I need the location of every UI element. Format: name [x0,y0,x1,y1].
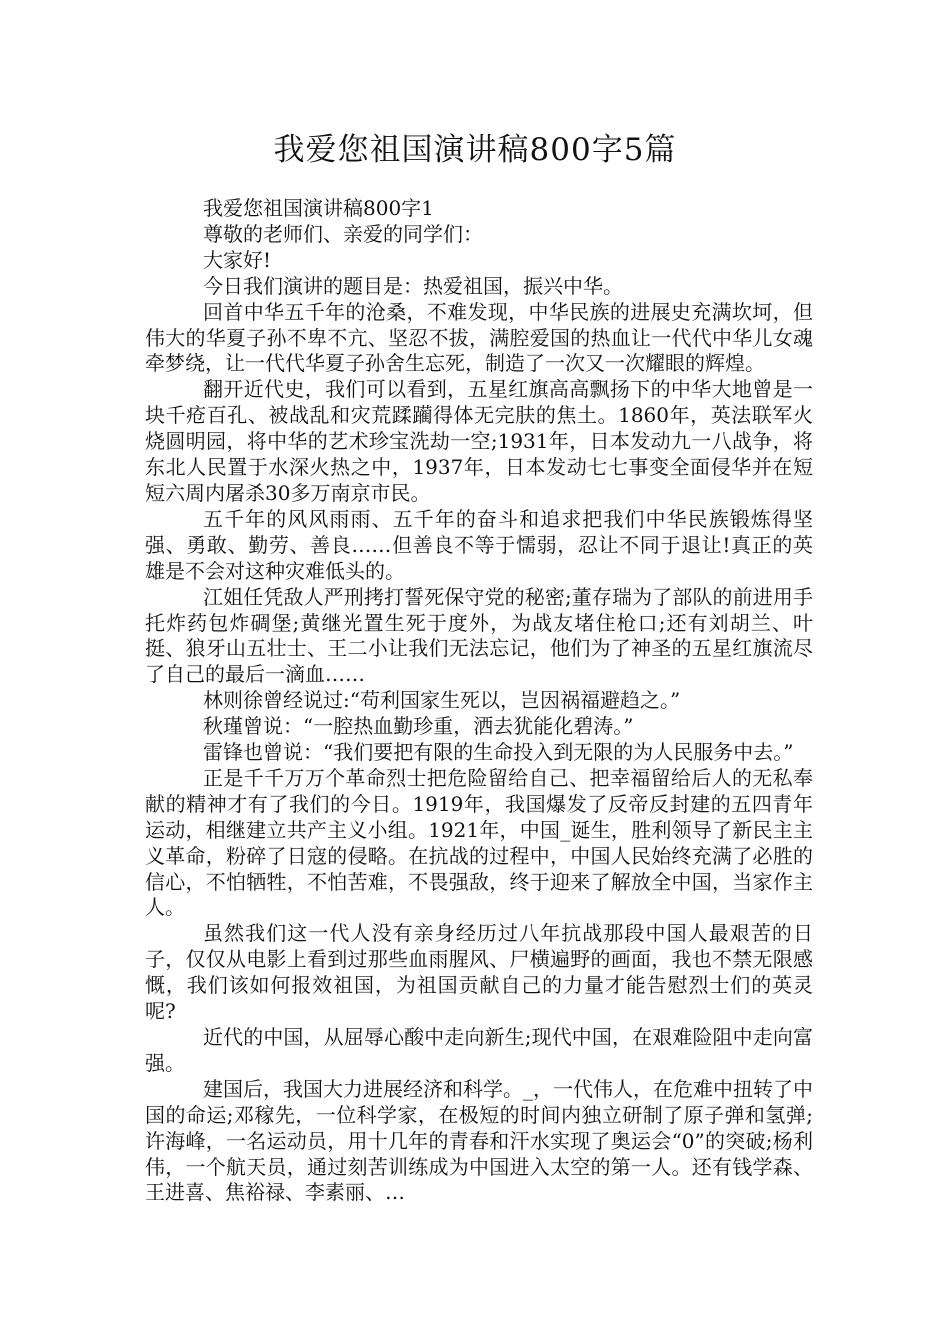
paragraph-quote: 林则徐曾经说过:“苟利国家生死以，岂因祸福避趋之。” [203,688,681,713]
paragraph: 翻开近代史，我们可以看到，五星红旗高高飘扬下的中华大地曾是一块千疮百孔、被战乱和灾荒蹂躏得体无完肤的焦土。1860年，英法联军火烧圆明园，将中华的艺术珍宝洗劫一空;1931年，日本发动九一八战争，将东北人民置于水深火热之中，1937年，日本发动七七事变全面侵华并在短短六周内屠杀30多万南京市民。 [145,377,813,505]
paragraph: 近代的中国，从屈辱心酸中走向新生;现代中国，在艰难险阻中走向富强。 [145,1025,813,1075]
document-title: 我爱您祖国演讲稿800字5篇 [273,132,677,168]
paragraph-quote: 雷锋也曾说：“我们要把有限的生命投入到无限的为人民服务中去。” [203,740,794,765]
paragraph: 江姐任凭敌人严刑拷打誓死保守党的秘密;董存瑞为了部队的前进用手托炸药包炸碉堡;黄继光置生死于度外，为战友堵住枪口;还有刘胡兰、叶挺、狼牙山五壮士、王二小让我们无法忘记，他们为了神圣的五星红旗流尽了自己的最后一滴血…… [145,584,813,687]
paragraph-subtitle: 我爱您祖国演讲稿800字1 [203,196,434,220]
paragraph: 虽然我们这一代人没有亲身经历过八年抗战那段中国人最艰苦的日子，仅仅从电影上看到过那些血雨腥风、尸横遍野的画面，我也不禁无限感慨，我们该如何报效祖国，为祖国贡献自己的力量才能告慰烈士们的英灵呢? [145,921,813,1024]
paragraph-quote: 秋瑾曾说：“一腔热血勤珍重，洒去犹能化碧涛。” [203,714,634,739]
paragraph-topic: 今日我们演讲的题目是：热爱祖国，振兴中华。 [203,273,623,298]
paragraph-salutation: 尊敬的老师们、亲爱的同学们： [203,221,483,246]
paragraph-greeting: 大家好! [203,247,272,272]
paragraph: 五千年的风风雨雨、五千年的奋斗和追求把我们中华民族锻炼得坚强、勇敢、勤劳、善良……但善良不等于懦弱，忍让不同于退让!真正的英雄是不会对这种灾难低头的。 [145,506,813,583]
document-body [145,196,813,1206]
paragraph: 正是千千万万个革命烈士把危险留给自己、把幸福留给后人的无私奉献的精神才有了我们的今日。1919年，我国爆发了反帝反封建的五四青年运动，相继建立共产主义小组。1921年，中国_诞生，胜利领导了新民主主义革命，粉碎了日寇的侵略。在抗战的过程中，中国人民始终充满了必胜的信心，不怕牺牲，不怕苦难，不畏强敌，终于迎来了解放全中国，当家作主人。 [145,765,813,920]
paragraph: 建国后，我国大力进展经济和科学。_，一代伟人，在危难中扭转了中国的命运;邓稼先，一位科学家，在极短的时间内独立研制了原子弹和氢弹;许海峰，一名运动员，用十几年的青春和汗水实现了奥运会“0”的突破;杨利伟，一个航天员，通过刻苦训练成为中国进入太空的第一人。还有钱学森、王进喜、焦裕禄、李素丽、… [145,1076,813,1205]
paragraph: 回首中华五千年的沧桑，不难发现，中华民族的进展史充满坎坷，但伟大的华夏子孙不卑不亢、坚忍不拔，满腔爱国的热血让一代代中华儿女魂牵梦绕，让一代代华夏子孙舍生忘死，制造了一次又一次耀眼的辉煌。 [145,299,813,376]
